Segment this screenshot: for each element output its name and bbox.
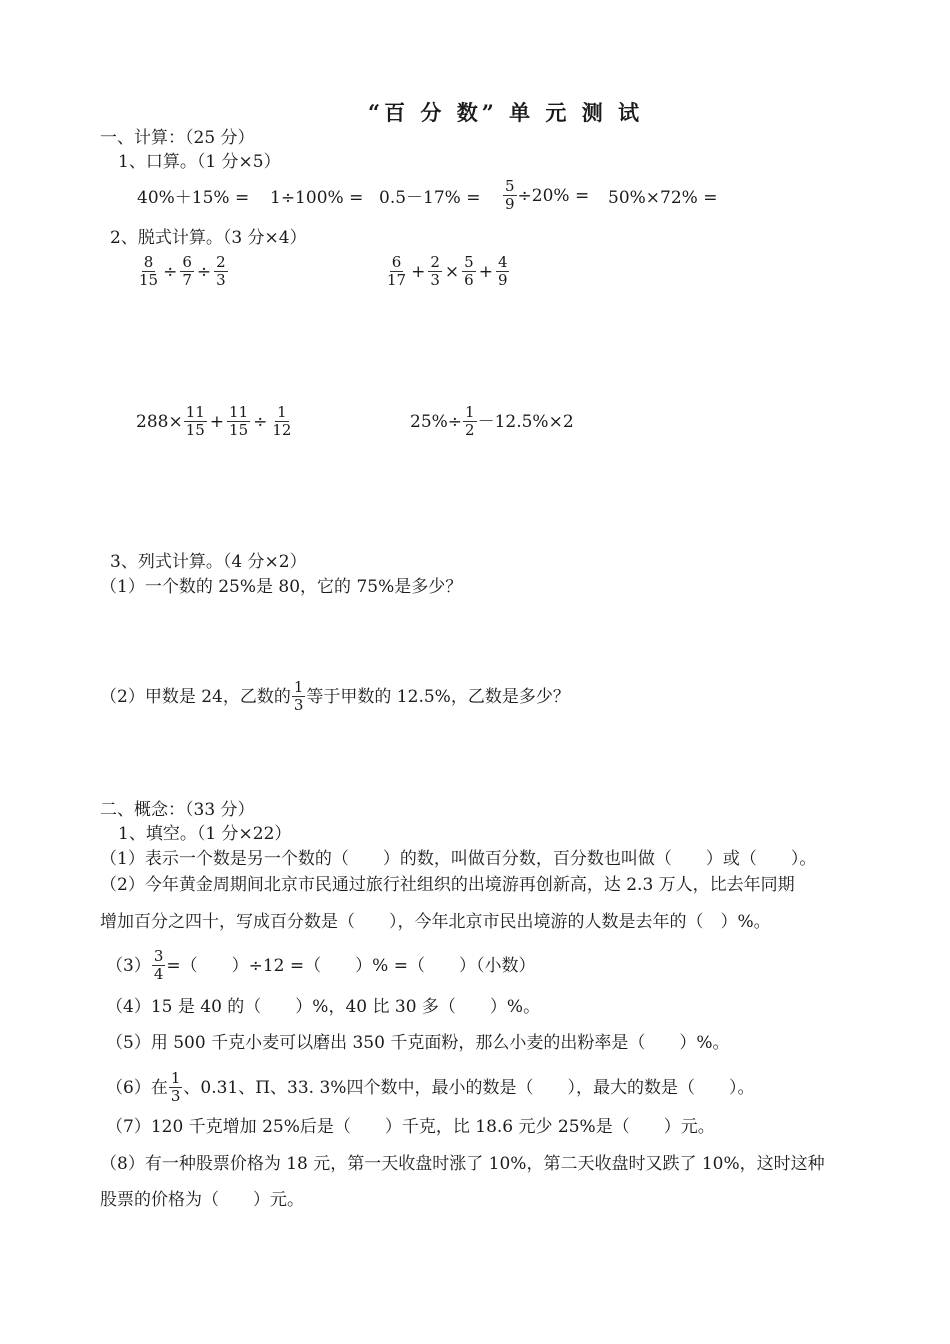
fraction: $\frac{4}{9}$ [497, 253, 508, 289]
fill-q6: （6）在 $\frac{1}{3}$ 、0.31、Π、33. 3%四个数中，最小的数是（ ），最大的数是（ ）。 [106, 1069, 755, 1105]
fill-q1: （1）表示一个数是另一个数的（ ）的数，叫做百分数，百分数也叫做（ ）或（ ）。 [100, 849, 817, 869]
fraction: $\frac{2}{3}$ [430, 253, 440, 289]
oral-item-5: 50%×72% = [608, 188, 718, 208]
fraction: $\frac{5}{6}$ [464, 253, 474, 289]
fill-q3: （3） $\frac{3}{4}$ =（ ）÷12 =（ ）% =（ ）（小数） [106, 947, 536, 983]
oral-item-3: 0.5－17% = [379, 188, 481, 208]
fill-q2-line2: 增加百分之四十，写成百分数是（ ），今年北京市民出境游的人数是去年的（ ）%。 [100, 912, 771, 932]
fill-q8-line1: （8）有一种股票价格为 18 元，第一天收盘时涨了 10%，第二天收盘时又跌了 10%，这时这种 [100, 1154, 825, 1174]
oral-item-4: $\frac{5}{9}$ ÷20% = [505, 177, 590, 213]
fill-q2-line1: （2）今年黄金周期间北京市民通过旅行社组织的出境游再创新高，达 2.3 万人，比去年同期 [100, 875, 795, 895]
fraction: $\frac{1}{3}$ [293, 678, 304, 714]
part2-label: 2、脱式计算。（3 分×4） [110, 228, 307, 248]
part1-label: 1、口算。（1 分×5） [118, 152, 281, 172]
question-3-1: （1）一个数的 25%是 80，它的 75%是多少？ [100, 577, 463, 597]
question-3-2: （2）甲数是 24，乙数的 $\frac{1}{3}$ 等于甲数的 12.5%，乙数是多少？ [100, 678, 570, 714]
expression-1: $\frac{8}{15}$ ÷ $\frac{6}{7}$ ÷ $\frac{2}{3}$ [139, 253, 226, 289]
fraction: $\frac{11}{15}$ [229, 403, 249, 439]
fill-q7: （7）120 千克增加 25%后是（ ）千克，比 18.6 元少 25%是（ ）元。 [106, 1117, 715, 1137]
fill-q4: （4）15 是 40 的（ ）%，40 比 30 多（ ）%。 [106, 997, 541, 1017]
fraction: $\frac{2}{3}$ [216, 253, 226, 289]
part3-label: 3、列式计算。（4 分×2） [110, 552, 307, 572]
expression-2: $\frac{6}{17}$ + $\frac{2}{3}$ × $\frac{5}{6}$ + $\frac{4}{9}$ [387, 253, 508, 289]
section2-heading: 二、概念：（33 分） [100, 800, 255, 820]
fill-q8-line2: 股票的价格为（ ）元。 [100, 1190, 304, 1210]
fraction: $\frac{6}{7}$ [182, 253, 192, 289]
fraction: $\frac{1}{12}$ [272, 403, 292, 439]
section1-heading: 一、计算：（25 分） [100, 128, 255, 148]
fraction: $\frac{5}{9}$ [505, 177, 515, 213]
expression-3: 288× $\frac{11}{15}$ + $\frac{11}{15}$ ÷ $\frac{1}{12}$ [136, 403, 292, 439]
fill-q5: （5）用 500 千克小麦可以磨出 350 千克面粉，那么小麦的出粉率是（ ）%。 [106, 1033, 730, 1053]
fill-label: 1、填空。（1 分×22） [118, 824, 292, 844]
expression-4: 25%÷ $\frac{1}{2}$ －12.5%×2 [410, 403, 574, 439]
fraction: $\frac{11}{15}$ [185, 403, 205, 439]
fraction: $\frac{8}{15}$ [139, 253, 159, 289]
fraction: $\frac{1}{2}$ [465, 403, 475, 439]
oral-item-2: 1÷100% = [270, 188, 364, 208]
page-title: “百 分 数” 单 元 测 试 [368, 100, 644, 125]
fraction: $\frac{3}{4}$ [153, 947, 164, 983]
oral-item-1: 40%＋15% = [137, 188, 250, 208]
fraction: $\frac{1}{3}$ [170, 1069, 181, 1105]
fraction: $\frac{6}{17}$ [387, 253, 407, 289]
